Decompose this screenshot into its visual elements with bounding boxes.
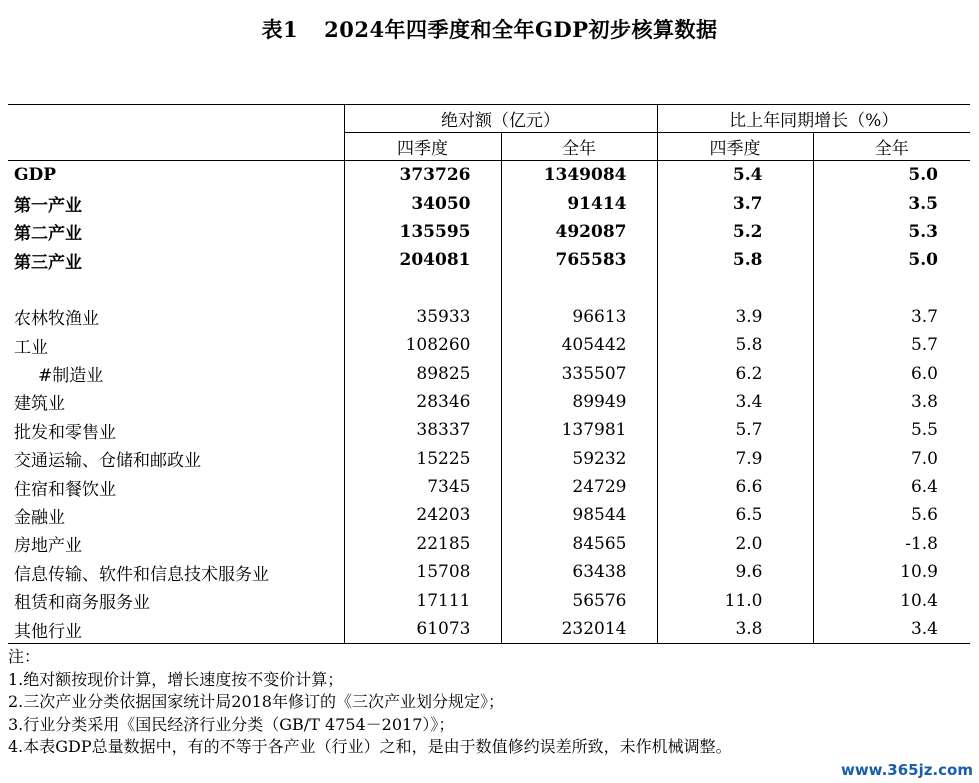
header-absolute-value: 绝对额（亿元）: [344, 105, 657, 133]
q4-value: 15225: [344, 445, 501, 473]
table-number: 表1: [261, 17, 299, 42]
header-q4-value: 四季度: [344, 133, 501, 161]
q4-value: 89825: [344, 359, 501, 387]
row-name: 农林牧渔业: [14, 309, 99, 330]
table-row-tertiary: [8, 246, 970, 274]
table-title-text: 2024年四季度和全年GDP初步核算数据: [324, 17, 718, 42]
table-row: [8, 530, 970, 558]
q4-value: 34050: [344, 189, 501, 217]
row-name: 工业: [14, 337, 48, 358]
q4-growth: 9.6: [657, 558, 813, 586]
q4-value: 15708: [344, 558, 501, 586]
year-value: 492087: [501, 218, 657, 246]
year-growth: 5.6: [813, 501, 970, 529]
note-item: 4.本表GDP总量数据中，有的不等于各产业（行业）之和，是由于数值修约误差所致，未作机械调整。: [8, 737, 732, 757]
year-growth: 3.5: [813, 189, 970, 217]
q4-growth: 5.7: [657, 416, 813, 444]
year-growth: 3.7: [813, 303, 970, 331]
year-value: 765583: [501, 246, 657, 274]
row-name: 住宿和餐饮业: [14, 479, 116, 500]
year-growth: 6.4: [813, 473, 970, 501]
year-growth: 5.0: [813, 161, 970, 190]
q4-value: 61073: [344, 615, 501, 644]
header-blank: [8, 133, 344, 161]
year-growth: 3.4: [813, 615, 970, 644]
q4-value: 17111: [344, 586, 501, 614]
q4-value: 135595: [344, 218, 501, 246]
note-item: 3.行业分类采用《国民经济行业分类（GB/T 4754－2017）》；: [8, 714, 455, 734]
year-value: 59232: [501, 445, 657, 473]
q4-growth: 7.9: [657, 445, 813, 473]
row-name: 批发和零售业: [14, 422, 116, 443]
q4-growth: 3.4: [657, 388, 813, 416]
q4-value: 108260: [344, 331, 501, 359]
table-notes: [8, 646, 968, 759]
header-year-value: 全年: [501, 133, 657, 161]
note-item: 1.绝对额按现价计算，增长速度按不变价计算；: [8, 669, 344, 689]
table-row: [8, 615, 970, 644]
q4-growth: 6.2: [657, 359, 813, 387]
table-row: [8, 501, 970, 529]
row-name: 房地产业: [14, 536, 82, 557]
q4-growth: 6.6: [657, 473, 813, 501]
header-year-growth: 全年: [813, 133, 970, 161]
table-row: [8, 445, 970, 473]
table-row: [8, 359, 970, 387]
table-row-secondary: [8, 218, 970, 246]
year-value: 137981: [501, 416, 657, 444]
year-growth: 5.0: [813, 246, 970, 274]
q4-growth: 6.5: [657, 501, 813, 529]
table-row: [8, 331, 970, 359]
row-name: 租赁和商务服务业: [14, 593, 150, 614]
q4-value: 22185: [344, 530, 501, 558]
q4-value: 35933: [344, 303, 501, 331]
year-value: 98544: [501, 501, 657, 529]
row-name: 第二产业: [14, 224, 82, 245]
row-name: 建筑业: [14, 394, 65, 415]
year-growth: 10.9: [813, 558, 970, 586]
table-row: [8, 473, 970, 501]
table-row: [8, 558, 970, 586]
row-name: 第三产业: [14, 252, 82, 273]
year-value: 91414: [501, 189, 657, 217]
q4-value: 373726: [344, 161, 501, 190]
year-value: 84565: [501, 530, 657, 558]
table-title: [0, 14, 979, 44]
year-value: 335507: [501, 359, 657, 387]
year-growth: 5.5: [813, 416, 970, 444]
header-growth-rate: 比上年同期增长（%）: [657, 105, 970, 133]
q4-growth: 11.0: [657, 586, 813, 614]
q4-value: 204081: [344, 246, 501, 274]
year-value: 56576: [501, 586, 657, 614]
q4-growth: 3.9: [657, 303, 813, 331]
row-name: 交通运输、仓储和邮政业: [14, 451, 201, 472]
header-blank: [8, 105, 344, 133]
row-name: 信息传输、软件和信息技术服务业: [14, 564, 269, 585]
year-value: 96613: [501, 303, 657, 331]
year-growth: 10.4: [813, 586, 970, 614]
q4-value: 7345: [344, 473, 501, 501]
year-value: 405442: [501, 331, 657, 359]
row-name: GDP: [14, 165, 57, 186]
table-row: [8, 388, 970, 416]
row-name: 其他行业: [8, 615, 344, 644]
header-row-periods: [8, 133, 970, 161]
row-name: 金融业: [14, 507, 65, 528]
year-growth: 7.0: [813, 445, 970, 473]
row-name: 第一产业: [14, 196, 82, 217]
table-row: [8, 416, 970, 444]
note-item: 2.三次产业分类依据国家统计局2018年修订的《三次产业划分规定》；: [8, 692, 504, 712]
row-name: #制造业: [38, 366, 104, 387]
q4-value: 38337: [344, 416, 501, 444]
q4-value: 24203: [344, 501, 501, 529]
year-value: 24729: [501, 473, 657, 501]
q4-growth: 2.0: [657, 530, 813, 558]
table-row-gdp: [8, 161, 970, 190]
table-row: [8, 586, 970, 614]
year-growth: 5.3: [813, 218, 970, 246]
watermark: www.365jz.com: [840, 761, 973, 779]
notes-heading: 注：: [8, 647, 41, 666]
q4-growth: 3.8: [657, 615, 813, 644]
table-spacer-row: [8, 275, 970, 303]
year-growth: -1.8: [813, 530, 970, 558]
q4-growth: 5.4: [657, 161, 813, 190]
year-value: 232014: [501, 615, 657, 644]
header-q4-growth: 四季度: [657, 133, 813, 161]
gdp-table: [8, 104, 970, 644]
q4-growth: 5.8: [657, 246, 813, 274]
q4-growth: 3.7: [657, 189, 813, 217]
q4-value: 28346: [344, 388, 501, 416]
year-growth: 3.8: [813, 388, 970, 416]
q4-growth: 5.2: [657, 218, 813, 246]
table-row-primary: [8, 189, 970, 217]
year-value: 63438: [501, 558, 657, 586]
table-row: [8, 303, 970, 331]
header-row-groups: [8, 105, 970, 133]
year-growth: 6.0: [813, 359, 970, 387]
q4-growth: 5.8: [657, 331, 813, 359]
year-value: 89949: [501, 388, 657, 416]
year-value: 1349084: [501, 161, 657, 190]
year-growth: 5.7: [813, 331, 970, 359]
